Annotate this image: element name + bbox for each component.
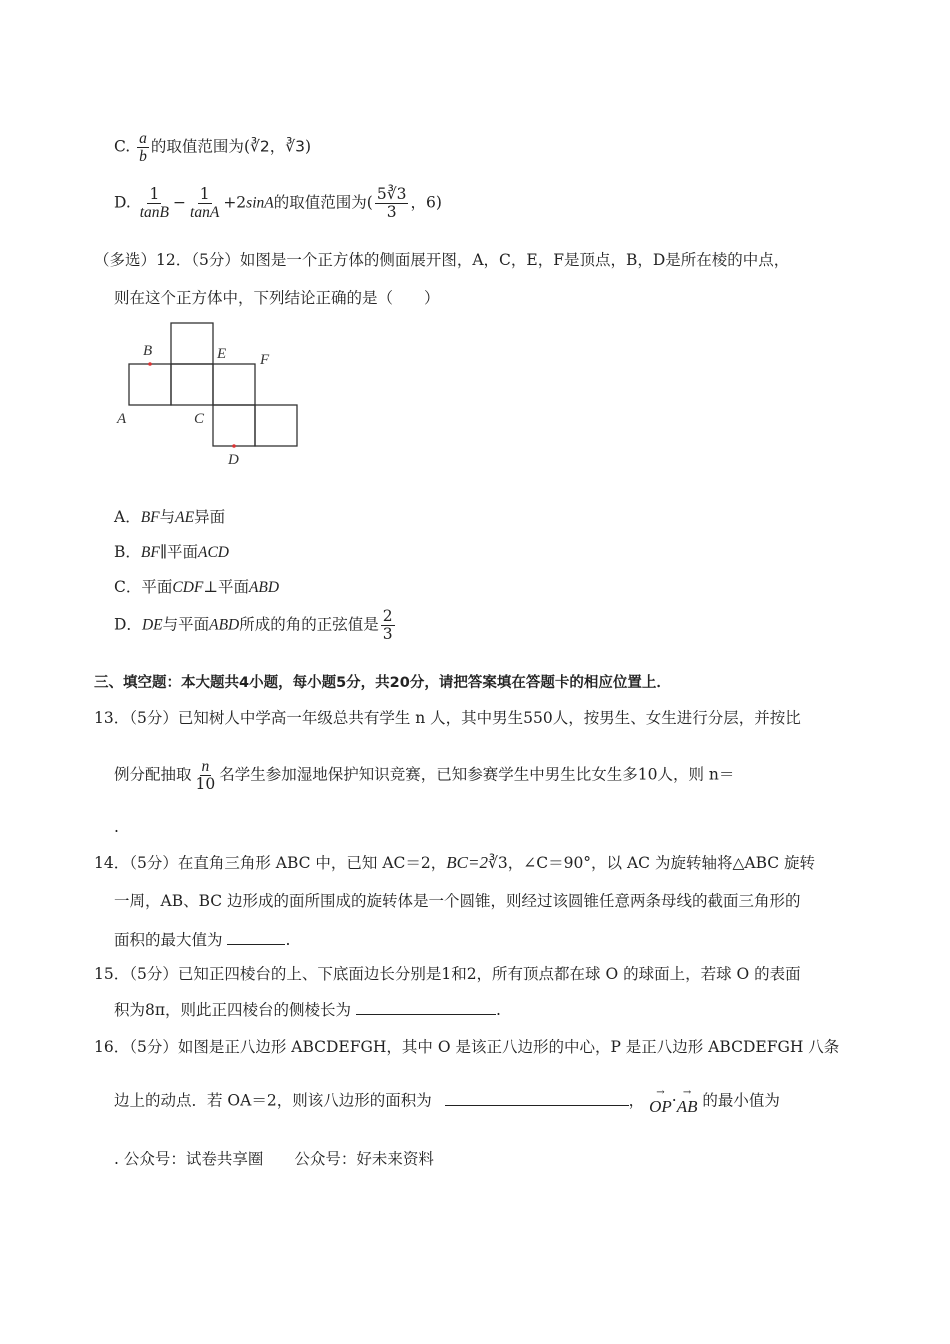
- q12-line1: （多选）12．（5分）如图是一个正方体的侧面展开图，A，C，E，F是顶点，B，D是所在棱的中点，: [94, 251, 790, 269]
- net-square: [213, 364, 255, 405]
- fraction: $\frac{n}{10}$: [195, 758, 216, 794]
- cube-root-2: ∛2: [250, 137, 270, 156]
- label-e: E: [217, 346, 227, 362]
- q14-line1: 14．（5分）在直角三角形 ABC 中，已知 AC＝2，BC=2∛3，∠C＝90°，以 AC 为旋转轴将△ABC 旋转: [94, 853, 816, 872]
- option-c-prev: C. $\frac{a}{b}$ 的取值范围为(∛2，∛3): [114, 130, 312, 166]
- section-heading: 三、填空题：本大题共4小题，每小题5分，共20分，请把答案填在答题卡的相应位置上．: [94, 675, 671, 691]
- answer-blank[interactable]: [356, 1000, 496, 1015]
- label-f: F: [260, 352, 270, 368]
- answer-blank[interactable]: [445, 1091, 629, 1106]
- q15-line2: 积为8π，则此正四棱台的侧棱长为 .: [114, 1001, 501, 1019]
- q13-line1: 13．（5分）已知树人中学高一年级总共有学生 n 人，其中男生550人，按男生、女生进行分层，并按比: [94, 709, 801, 727]
- label-a: A: [117, 411, 127, 427]
- q14-line2: 一周，AB、BC 边形成的面所围成的旋转体是一个圆锥，则经过该圆锥任意两条母线的截面三角形的: [114, 892, 801, 910]
- q16-line3: . 公众号：试卷共享圈 公众号：好未来资料: [114, 1150, 434, 1168]
- vector-op: → OP: [649, 1087, 672, 1116]
- vector-ab: → AB: [676, 1087, 698, 1116]
- net-square: [129, 364, 171, 405]
- net-square: [213, 405, 255, 446]
- fraction: $\frac{a}{b}$: [139, 130, 147, 166]
- q12-option-a: A．BF与AE异面: [114, 508, 226, 526]
- fraction-3: $\frac{5∛3}{3}$: [376, 185, 407, 222]
- q16-line1: 16．（5分）如图是正八边形 ABCDEFGH，其中 O 是该正八边形的中心，P 是正八边形 ABCDEFGH 八条: [94, 1038, 840, 1056]
- q13-end: .: [114, 818, 119, 836]
- answer-blank[interactable]: [227, 930, 285, 945]
- cube-root-3: ∛3: [285, 137, 306, 156]
- fraction-1: $\frac{1}{\tan B}$: [139, 185, 170, 222]
- label-c: C: [194, 411, 205, 427]
- q13-line2: 例分配抽取 $\frac{n}{10}$ 名学生参加湿地保护知识竞赛，已知参赛学生中男生比女生多10人，则 n＝: [114, 758, 735, 794]
- option-label: D.: [114, 193, 131, 212]
- q16-line2: 边上的动点．若 OA＝2，则该八边形的面积为 ， → OP · → AB 的最小值为: [114, 1087, 780, 1116]
- cube-net-figure: [108, 318, 308, 470]
- net-square: [171, 364, 213, 405]
- q14-line3: 面积的最大值为 .: [114, 931, 291, 949]
- label-d: D: [228, 452, 239, 468]
- option-label: C.: [114, 137, 131, 156]
- label-b: B: [143, 343, 153, 359]
- option-d-prev: D. $\frac{1}{\tan B}$ − $\frac{1}{\tan A}$ +2sinA的取值范围为( $\frac{5∛3}{3}$ ，6): [114, 185, 442, 222]
- fraction-2: $\frac{1}{\tan A}$: [190, 185, 220, 222]
- q12-line2: 则在这个正方体中，下列结论正确的是（ ）: [114, 289, 440, 307]
- q15-line1: 15．（5分）已知正四棱台的上、下底面边长分别是1和2，所有顶点都在球 O 的球面上，若球 O 的表面: [94, 965, 801, 983]
- q12-option-d: D．DE与平面ABD所成的角的正弦值是 $\frac{2}{3}$: [114, 607, 393, 644]
- net-square: [171, 323, 213, 364]
- fraction: $\frac{2}{3}$: [382, 607, 393, 644]
- midpoint-b-dot: [148, 362, 152, 366]
- net-square: [255, 405, 297, 446]
- q12-option-b: B．BF∥平面ACD: [114, 543, 229, 561]
- q12-option-c: C．平面CDF⊥平面ABD: [114, 578, 280, 596]
- midpoint-d-dot: [232, 444, 236, 448]
